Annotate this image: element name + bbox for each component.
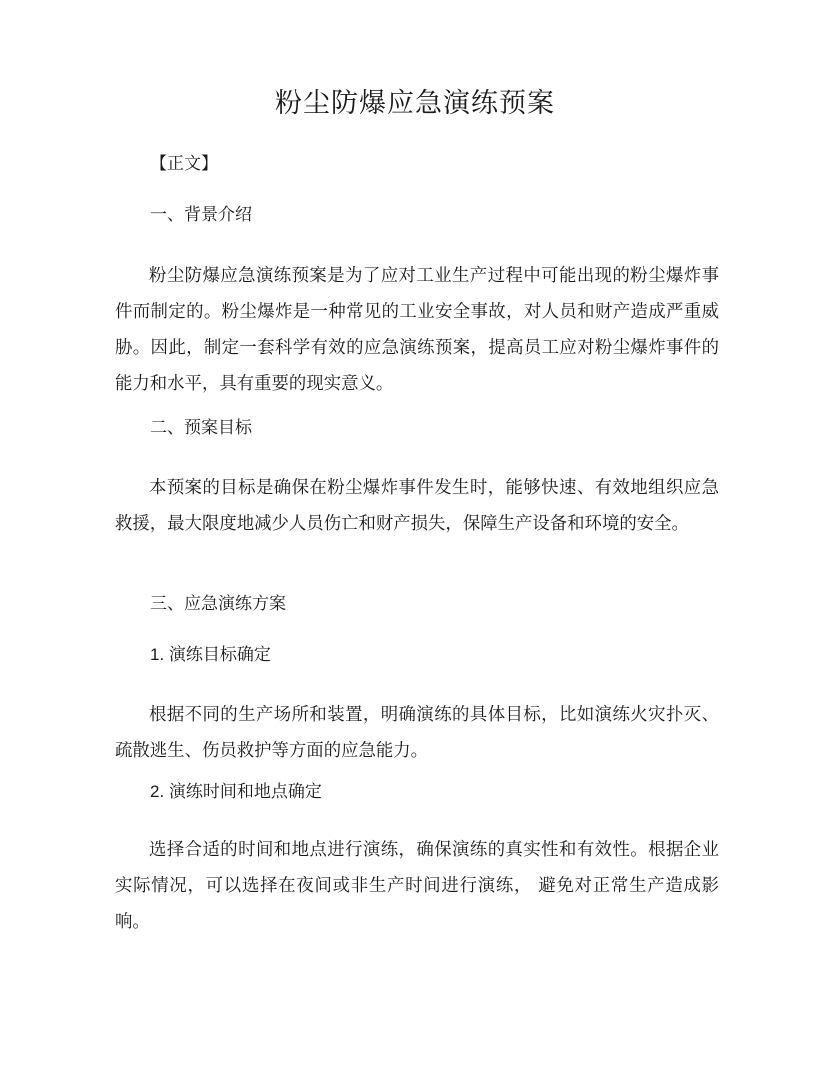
section-heading-background: 一、背景介绍 (150, 205, 252, 225)
subsection-heading-drill-target: 1. 演练目标确定 (150, 645, 271, 664)
subsection-body-time-place: 选择合适的时间和地点进行演练，确保演练的真实性和有效性。根据企业实际情况，可以选择在夜间或非生产时间进行演练， 避免对正常生产造成影响。 (115, 840, 719, 932)
section-body-background: 粉尘防爆应急演练预案是为了应对工业生产过程中可能出现的粉尘爆炸事件而制定的。粉尘爆炸是一种常见的工业安全事故，对人员和财产造成严重威胁。因此，制定一套科学有效的应急演练预案，提高员工应对粉尘爆炸事件的能力和水平，具有重要的现实意义。 (115, 266, 719, 394)
subsection-body-drill-target: 根据不同的生产场所和装置，明确演练的具体目标，比如演练火灾扑灭、疏散逃生、伤员救护等方面的应急能力。 (115, 705, 719, 761)
document-title: 粉尘防爆应急演练预案 (275, 88, 555, 119)
section-body-goals: 本预案的目标是确保在粉尘爆炸事件发生时，能够快速、有效地组织应急救援，最大限度地减少人员伤亡和财产损失，保障生产设备和环境的安全。 (115, 478, 719, 534)
body-tag: 【正文】 (150, 154, 218, 174)
section-heading-goals: 二、预案目标 (150, 418, 252, 438)
section-heading-drill-plan: 三、应急演练方案 (150, 594, 286, 614)
subsection-heading-time-place: 2. 演练时间和地点确定 (150, 782, 322, 801)
